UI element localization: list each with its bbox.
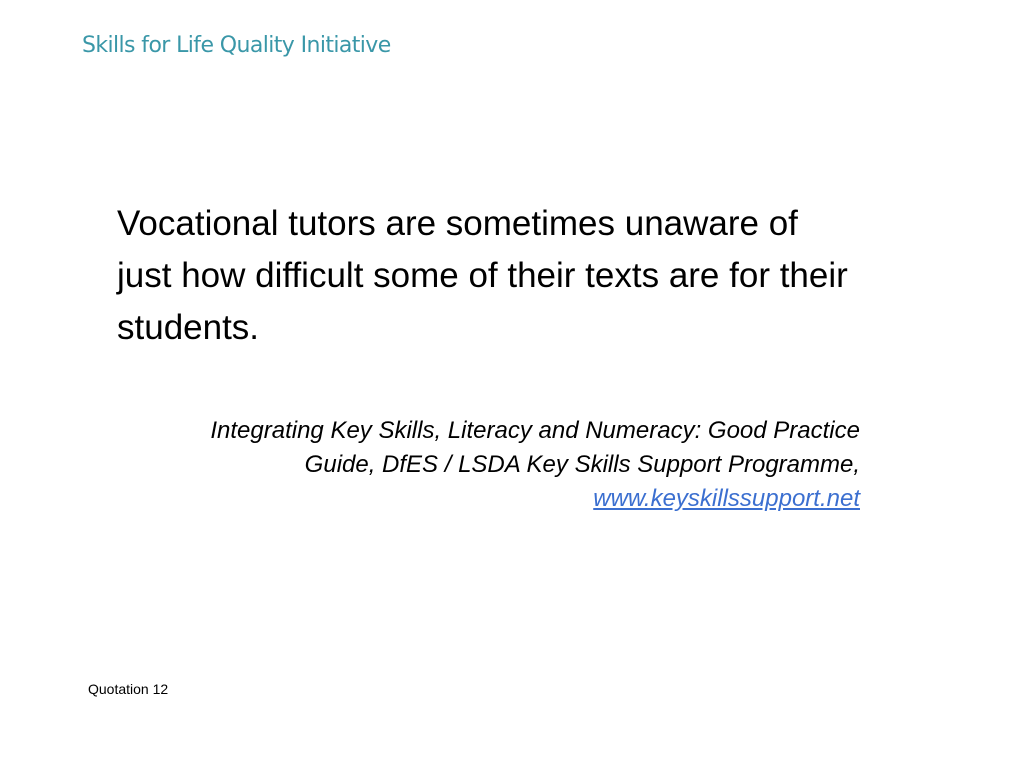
- quotation-text: Vocational tutors are sometimes unaware of just how difficult some of their texts are for their students.: [117, 204, 848, 347]
- slide-label: Quotation 12: [88, 681, 169, 697]
- citation-line-1: Integrating Key Skills, Literacy and Numeracy: Good Practice: [210, 417, 860, 444]
- brand-logo-text: Skills for Life Quality Initiative: [82, 33, 391, 58]
- citation-line-2: Guide, DfES / LSDA Key Skills Support Programme,: [304, 451, 860, 478]
- citation-block: [60, 414, 860, 516]
- citation-link[interactable]: www.keyskillssupport.net: [593, 485, 860, 512]
